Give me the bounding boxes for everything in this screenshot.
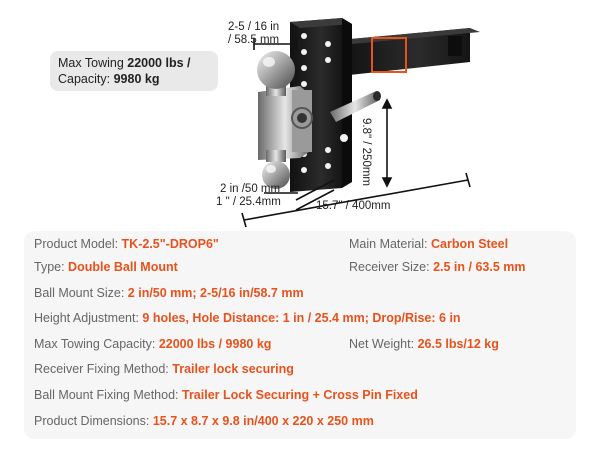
towing-capacity-badge: [50, 51, 218, 91]
spec-material: [349, 236, 508, 252]
length-label: 15.7" / 400mm: [316, 200, 391, 212]
spec-ball-value: 2 in/50 mm; 2-5/16 in/58.7 mm: [127, 286, 304, 300]
badge-line1-label: Max Towing: [58, 56, 128, 70]
spec-ball-fix-label: Ball Mount Fixing Method:: [34, 388, 182, 402]
spec-height: [34, 310, 461, 326]
spec-material-label: Main Material:: [349, 237, 431, 251]
badge-line2-label: Capacity:: [58, 72, 114, 86]
spec-type-value: Double Ball Mount: [68, 260, 178, 274]
spec-receiver-label: Receiver Size:: [349, 260, 434, 274]
badge-line2-value: 9980 kg: [113, 72, 160, 86]
spec-ball-size: [34, 285, 304, 301]
spec-ball-fix: [34, 387, 418, 403]
spec-receiver-value: 2.5 in / 63.5 mm: [433, 260, 526, 274]
ball-carrier: [258, 86, 312, 160]
badge-line1-value: 22000 lbs /: [127, 56, 191, 70]
spec-capacity-label: Max Towing Capacity:: [34, 337, 159, 351]
spec-receiver-fix-value: Trailer lock securing: [172, 362, 294, 376]
receiver-shank: [340, 28, 480, 76]
spec-model: [34, 236, 219, 252]
spec-capacity: [34, 336, 271, 352]
spec-receiver-fix-label: Receiver Fixing Method:: [34, 362, 173, 376]
spec-dims-value: 15.7 x 8.7 x 9.8 in/400 x 220 x 250 mm: [152, 414, 374, 428]
spec-material-value: Carbon Steel: [430, 237, 509, 251]
spec-type: [34, 259, 178, 275]
spec-ball-fix-value: Trailer Lock Securing + Cross Pin Fixed: [182, 388, 418, 402]
spec-height-label: Height Adjustment:: [34, 311, 143, 325]
ball-size-label: 2 in /50 mm: [220, 183, 281, 195]
spec-panel: [24, 231, 576, 439]
spec-model-label: Product Model:: [34, 237, 122, 251]
height-label: 9.8" / 250mm: [360, 118, 372, 187]
spec-weight-value: 26.5 lbs/12 kg: [417, 337, 499, 351]
top-width-mm-label: / 58.5 mm: [228, 34, 280, 46]
spec-ball-label: Ball Mount Size:: [34, 286, 128, 300]
spec-type-label: Type:: [34, 260, 69, 274]
spec-model-value: TK-2.5"-DROP6": [121, 237, 219, 251]
spec-receiver-fix: [34, 361, 294, 377]
spec-dimensions: [34, 413, 374, 429]
spec-height-value: 9 holes, Hole Distance: 1 in / 25.4 mm; Drop/Rise: 6 in: [142, 311, 461, 325]
spec-weight-label: Net Weight:: [349, 337, 418, 351]
spec-capacity-value: 22000 lbs / 9980 kg: [158, 337, 272, 351]
spec-receiver: [349, 259, 525, 275]
spec-weight: [349, 336, 499, 352]
top-width-label: 2-5 / 16 in: [228, 21, 280, 33]
hole-spacing-label: 1 " / 25.4mm: [216, 196, 281, 208]
spec-dims-label: Product Dimensions:: [34, 414, 153, 428]
